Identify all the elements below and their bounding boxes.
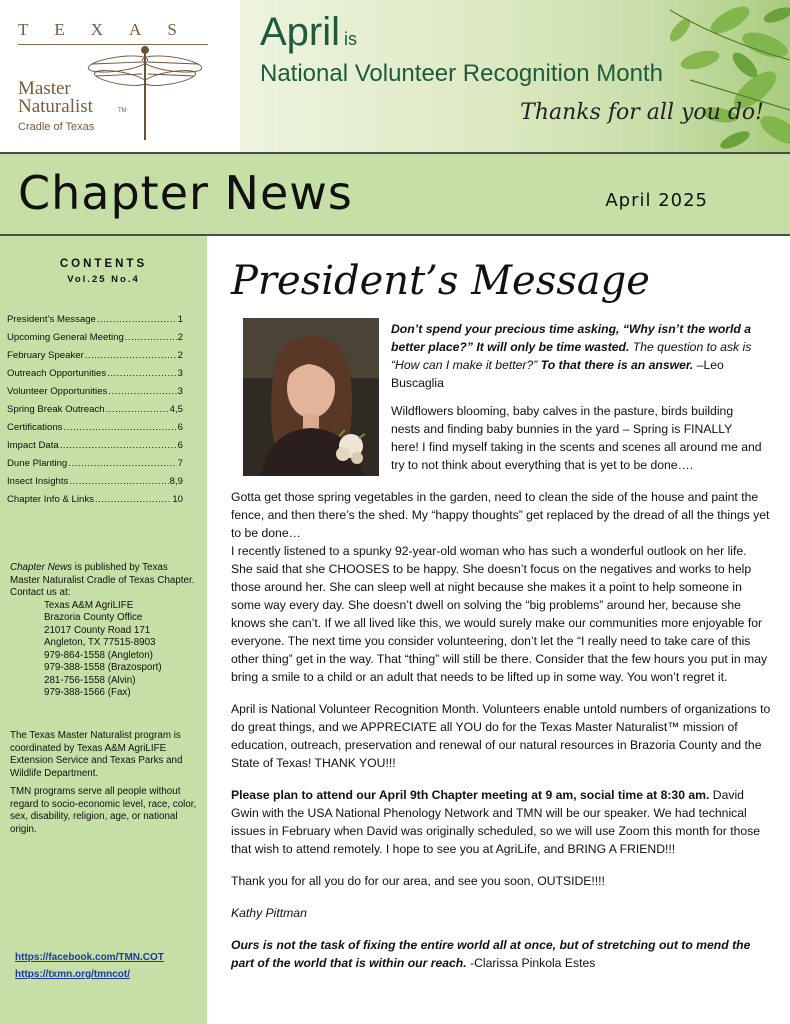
publisher-info xyxy=(10,562,200,700)
dragonfly-icon xyxy=(80,42,210,142)
article-paragraph: Thank you for all you do for our area, and see you soon, OUTSIDE!!!! xyxy=(231,874,605,888)
meeting-details: David Gwin with the USA National Phenology Network and TMN will be our speaker. We had technical issues in February when David was originally scheduled, so we will use Zoom this month for those that wish to attend remotely. I hope to see you at AgriLife, and BRING A FRIEND!!! xyxy=(231,788,761,856)
newsletter-title: Chapter News xyxy=(18,166,353,220)
table-of-contents xyxy=(7,314,183,512)
portrait-image xyxy=(243,318,379,476)
author-signature: Kathy Pittman xyxy=(231,906,307,920)
banner-april: April is xyxy=(260,10,358,54)
closing-quote xyxy=(231,936,771,972)
chapter-logo xyxy=(0,0,240,152)
publisher-text: is published by Texas Master Naturalist Cradle of Texas Chapter. Contact us at: xyxy=(10,562,195,598)
banner-is: is xyxy=(344,29,358,49)
issue-date: April 2025 xyxy=(605,190,708,211)
contact-address xyxy=(44,600,200,700)
header xyxy=(0,0,790,152)
recognition-banner xyxy=(240,0,790,152)
main-content xyxy=(207,236,790,1024)
phone-line: 281-756-1558 (Alvin) xyxy=(44,674,136,686)
toc-item: Certifications ..... 6 xyxy=(7,422,183,440)
address-line: Texas A&M AgriLIFE xyxy=(44,599,134,611)
toc-item: Volunteer Opportunities ..... 3 xyxy=(7,386,183,404)
toc-item: Upcoming General Meeting ..... 2 xyxy=(7,332,183,350)
toc-item: Impact Data ..... 6 xyxy=(7,440,183,458)
president-photo xyxy=(243,318,379,476)
toc-item: February Speaker ..... 2 xyxy=(7,350,183,368)
quote-italic: The question to ask is “How can I make it better?” xyxy=(391,340,752,372)
quote-bold: Don’t spend your precious time asking, “Why isn’t the world a better place?” It will only be time wasted. xyxy=(391,322,752,354)
toc-item: Chapter Info & Links ..... 10 xyxy=(7,494,183,512)
program-coordination: The Texas Master Naturalist program is coordinated by Texas A&M AgriLIFE Extension Service and Texas Parks and Wildlife Department. xyxy=(10,730,183,779)
contents-heading: CONTENTS xyxy=(59,258,148,270)
article-paragraph: I recently listened to a spunky 92-year-old woman who has such a wonderful outlook on her life. She said that she CHOOSES to be happy. She doesn’t focus on the negatives and works to help those around her. She can sleep well at night because she makes it a point to help someone in some way every day. She doesn’t dwell on solving the “big problems” around her, because she knows she can’t. If we all lived like this, we would surely make our communities more enjoyable for everyone. The next time you consider volunteering, don’t let the “I really need to take care of this other thing” get in the way. That “thing” will still be there. Consider that the few hours you put in may bring a smile to a child or an adult that needs to be lifted up in some way. You won’t regret it. xyxy=(231,544,768,684)
logo-texas-text: TEXAS xyxy=(18,20,203,39)
toc-item: President’s Message ..... 1 xyxy=(7,314,183,332)
toc-item: Outreach Opportunities ..... 3 xyxy=(7,368,183,386)
article-body xyxy=(231,488,771,972)
banner-thanks: Thanks for all you do! xyxy=(520,100,764,125)
logo-trademark: TM xyxy=(118,108,127,114)
logo-master-text: Master xyxy=(18,78,71,99)
toc-item: Spring Break Outreach ..... 4,5 xyxy=(7,404,183,422)
phone-line: 979-864-1558 (Angleton) xyxy=(44,649,153,661)
social-links xyxy=(15,949,164,983)
sidebar xyxy=(0,236,207,1024)
address-line: 21017 County Road 171 xyxy=(44,624,151,636)
closing-quote-author: -Clarissa Pinkola Estes xyxy=(466,956,596,970)
publication-name: Chapter News xyxy=(10,562,73,573)
website-link[interactable]: https://txmn.org/tmncot/ xyxy=(15,969,130,980)
closing-quote-text: Ours is not the task of fixing the entire world all at once, but of stretching out to mend the part of the world that is within our reach. xyxy=(231,938,751,970)
article-paragraph: April is National Volunteer Recognition Month. Volunteers enable untold numbers of organizations to do great things, and we APPRECIATE all YOU do for the Texas Master Naturalist™ mission of education, outreach, preservation and renewal of our natural resources in Brazoria County and the State of Texas! THANK YOU!!! xyxy=(231,702,771,770)
article-paragraph: Gotta get those spring vegetables in the garden, need to clean the side of the house and paint the fence, and then there’s the shed. My “happy thoughts” get replaced by the dread of all the things yet to be done… xyxy=(231,490,770,540)
logo-cradle-text: Cradle of Texas xyxy=(18,121,95,133)
program-info xyxy=(10,730,200,836)
opening-quote xyxy=(391,320,763,392)
meeting-highlight: Please plan to attend our April 9th Chapter meeting at 9 am, social time at 8:30 am. xyxy=(231,788,710,802)
banner-subtitle: National Volunteer Recognition Month xyxy=(260,60,663,87)
meeting-announcement xyxy=(231,786,771,858)
contents-volume: Vol.25 No.4 xyxy=(67,274,140,285)
toc-item: Dune Planting ..... 7 xyxy=(7,458,183,476)
phone-line: 979-388-1558 (Brazosport) xyxy=(44,662,162,673)
article-heading: President’s Message xyxy=(231,258,650,304)
masthead xyxy=(0,152,790,236)
address-line: Brazoria County Office xyxy=(44,612,143,623)
quote-author: –Leo Buscaglia xyxy=(391,358,724,390)
quote-bold-answer: To that there is an answer. xyxy=(540,358,694,372)
address-line: Angleton, TX 77515-8903 xyxy=(44,637,156,648)
logo-naturalist-text: Naturalist xyxy=(18,96,93,117)
program-equality-statement: TMN programs serve all people without regard to socio-economic level, race, color, sex, disability, religion, age, or national origin. xyxy=(10,786,197,835)
facebook-link[interactable]: https://facebook.com/TMN.COT xyxy=(15,952,164,963)
article-paragraph: Wildflowers blooming, baby calves in the pasture, birds building nests and finding baby bunnies in the yard – Spring is FINALLY here! I find myself taking in the scents and scenes all around me and try to not think about everything that is yet to be done…. xyxy=(391,404,762,472)
fax-line: 979-388-1566 (Fax) xyxy=(44,687,131,698)
toc-item: Insect Insights ..... 8,9 xyxy=(7,476,183,494)
